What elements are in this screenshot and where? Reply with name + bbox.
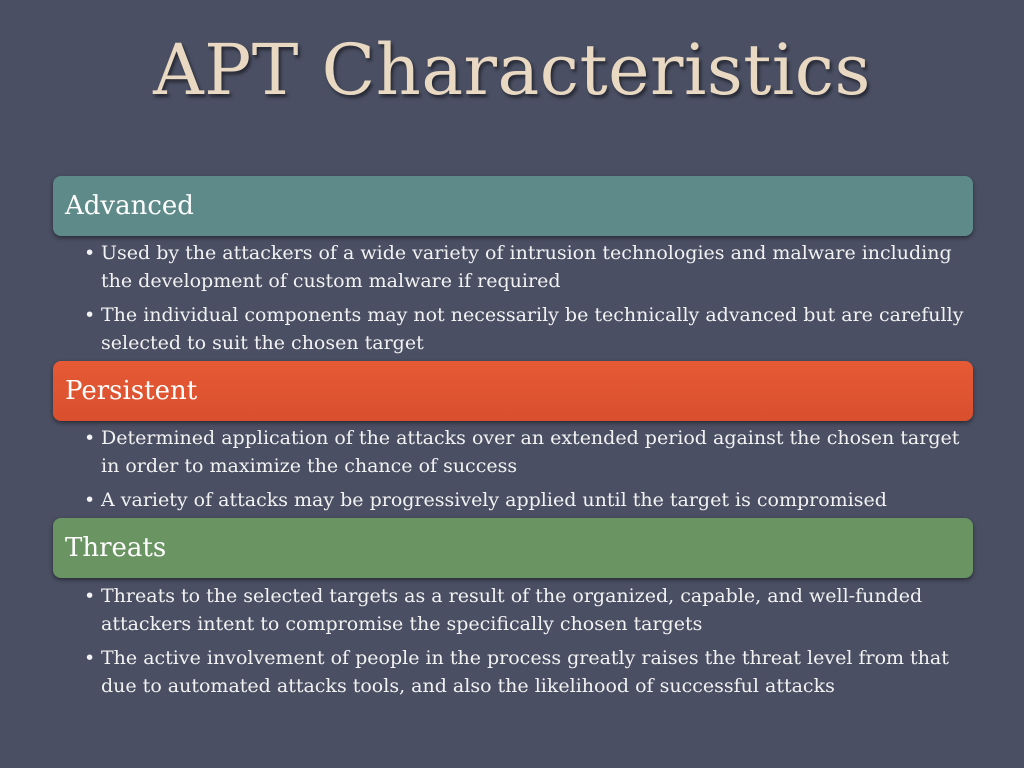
list-item bbox=[84, 644, 964, 700]
list-item bbox=[84, 239, 964, 295]
section-header-persistent: Persistent bbox=[53, 361, 973, 421]
bullet-text: The individual components may not necessarily be technically advanced but are carefully selected to suit the chosen target bbox=[101, 304, 964, 354]
bullet-text: A variety of attacks may be progressively applied until the target is compromised bbox=[101, 489, 887, 511]
bullet-list-threats bbox=[84, 582, 964, 706]
bullet-icon: • bbox=[84, 489, 96, 511]
bullet-icon: • bbox=[84, 585, 96, 607]
section-header-threats: Threats bbox=[53, 518, 973, 578]
bullet-text: Determined application of the attacks over an extended period against the chosen target in order to maximize the chance of success bbox=[101, 427, 960, 477]
section-header-advanced: Advanced bbox=[53, 176, 973, 236]
bullet-icon: • bbox=[84, 242, 96, 264]
bullet-icon: • bbox=[84, 427, 96, 449]
bullet-list-advanced bbox=[84, 239, 964, 363]
list-item bbox=[84, 486, 964, 514]
bullet-text: Threats to the selected targets as a result of the organized, capable, and well-funded attackers intent to compromise the specifically chosen targets bbox=[101, 585, 923, 635]
bullet-list-persistent bbox=[84, 424, 964, 520]
bullet-icon: • bbox=[84, 647, 96, 669]
list-item bbox=[84, 582, 964, 638]
bullet-icon: • bbox=[84, 304, 96, 326]
slide-title: APT Characteristics bbox=[153, 29, 871, 111]
list-item bbox=[84, 301, 964, 357]
list-item bbox=[84, 424, 964, 480]
bullet-text: The active involvement of people in the process greatly raises the threat level from that due to automated attacks tools, and also the likelihood of successful attacks bbox=[101, 647, 949, 697]
bullet-text: Used by the attackers of a wide variety of intrusion technologies and malware including the development of custom malware if required bbox=[101, 242, 952, 292]
